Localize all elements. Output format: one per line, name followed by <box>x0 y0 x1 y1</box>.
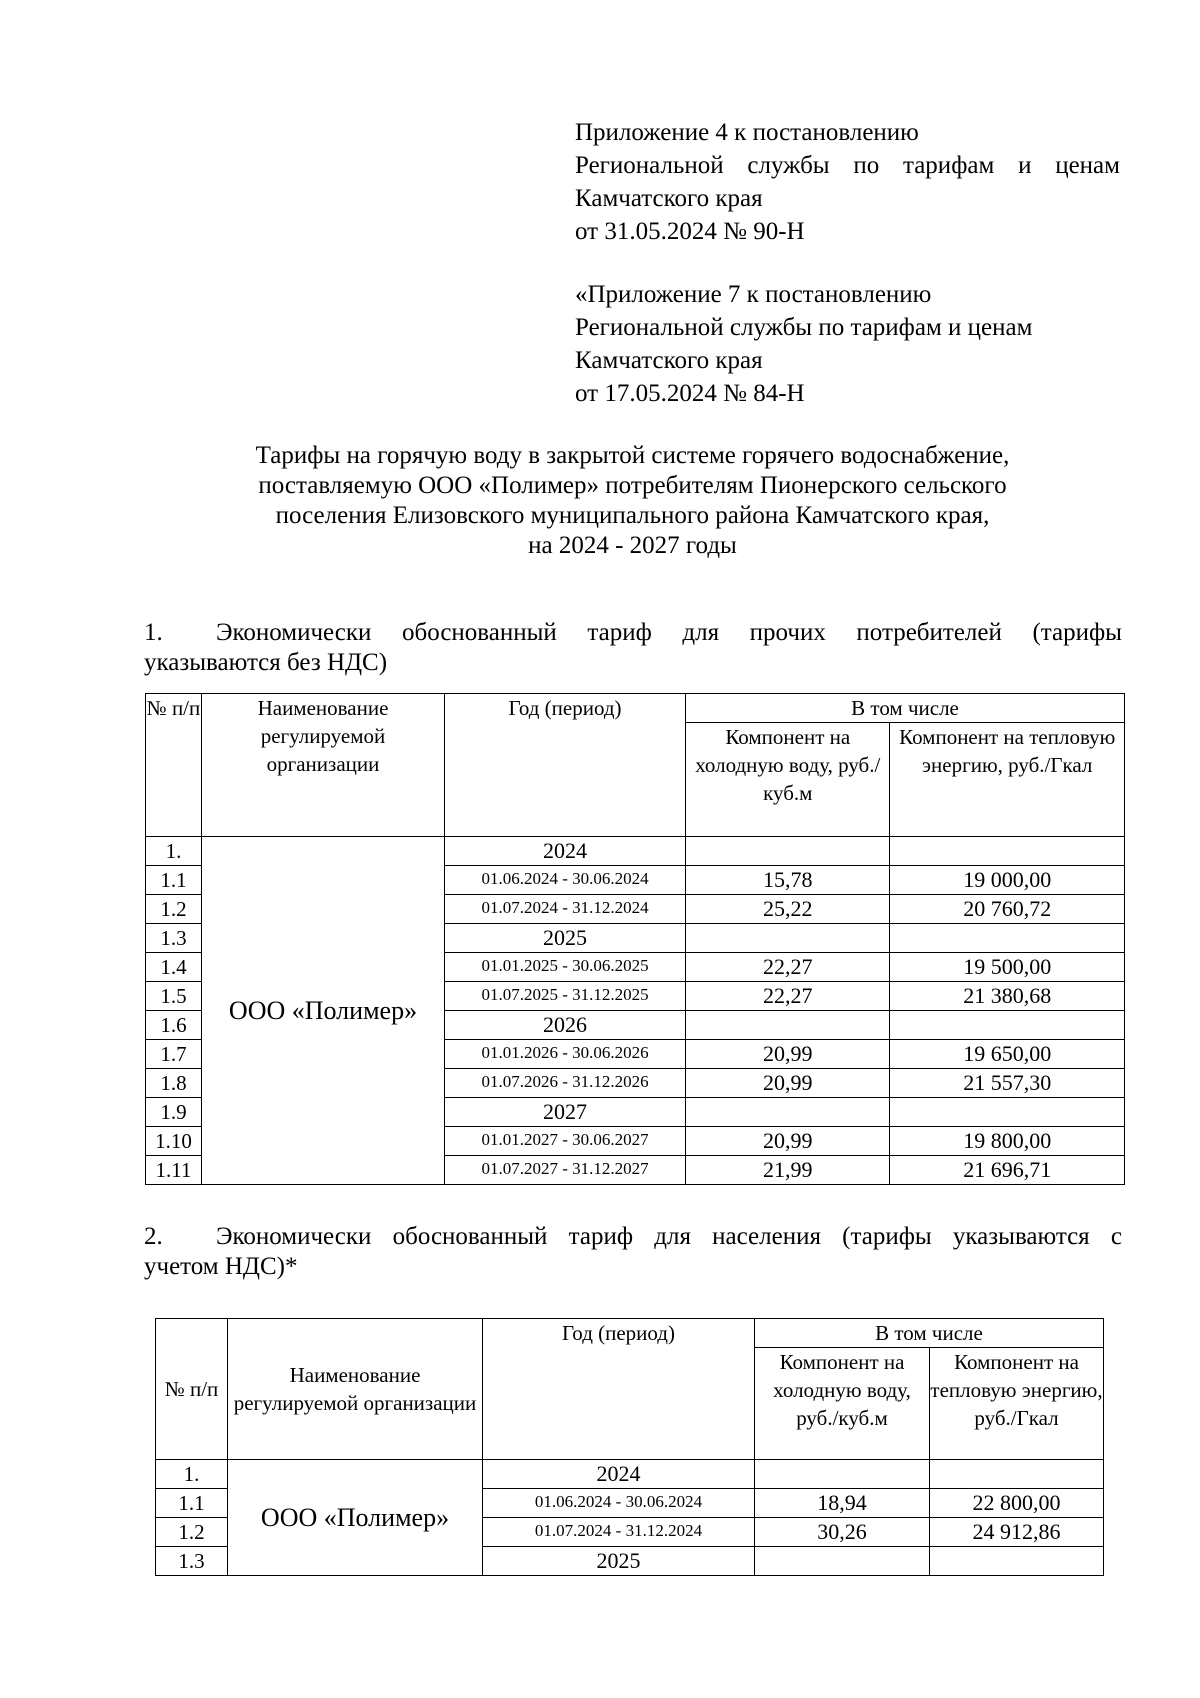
header-period: Год (период) <box>445 694 686 837</box>
header-org: Наименование регулируемой организации <box>201 694 444 837</box>
heat-energy-value: 21 696,71 <box>890 1156 1125 1185</box>
word: населения <box>712 1223 821 1250</box>
heat-energy-value: 19 000,00 <box>890 866 1125 895</box>
header-period: Год (период) <box>483 1319 755 1460</box>
row-number: 1.1 <box>146 866 202 895</box>
word: Экономически <box>216 619 372 646</box>
row-number: 1.11 <box>146 1156 202 1185</box>
section-1-heading-text <box>216 618 1122 648</box>
header-org: Наименование регулируемой организации <box>228 1319 483 1460</box>
word: тариф <box>587 619 652 646</box>
word: тарифам <box>902 152 995 179</box>
tariff-table-other-consumers <box>145 693 1125 1185</box>
period-year: 2025 <box>483 1547 755 1576</box>
row-number: 1.2 <box>156 1518 228 1547</box>
period-year: 2027 <box>445 1098 686 1127</box>
section-2-rest: учетом НДС)* <box>144 1253 298 1280</box>
row-number: 1.4 <box>146 953 202 982</box>
period-range: 01.07.2024 - 31.12.2024 <box>483 1518 755 1547</box>
period-range: 01.07.2024 - 31.12.2024 <box>445 895 686 924</box>
heat-energy-value: 19 650,00 <box>890 1040 1125 1069</box>
heat-energy-value: 20 760,72 <box>890 895 1125 924</box>
word: обоснованный <box>401 619 557 646</box>
word: ценам <box>1055 152 1120 179</box>
heat-energy-value: 22 800,00 <box>930 1489 1104 1518</box>
appendix-line: Приложение 4 к постановлению <box>575 119 919 146</box>
word: Региональной <box>575 152 724 179</box>
heat-energy-value: 21 557,30 <box>890 1069 1125 1098</box>
cold-water-value <box>755 1547 930 1576</box>
word: потребителей <box>856 619 1002 646</box>
cold-water-value: 18,94 <box>755 1489 930 1518</box>
word: тариф <box>568 1223 634 1250</box>
row-number: 1.9 <box>146 1098 202 1127</box>
organization-name: ООО «Полимер» <box>228 1460 483 1576</box>
cold-water-value <box>686 837 890 866</box>
row-number: 1.2 <box>146 895 202 924</box>
row-number: 1.1 <box>156 1489 228 1518</box>
heat-energy-value <box>890 1011 1125 1040</box>
section-1-heading <box>144 618 1122 678</box>
cold-water-value: 20,99 <box>686 1069 890 1098</box>
period-range: 01.01.2027 - 30.06.2027 <box>445 1127 686 1156</box>
table-row <box>146 837 1125 866</box>
row-number: 1.5 <box>146 982 202 1011</box>
period-range: 01.01.2025 - 30.06.2025 <box>445 953 686 982</box>
period-year: 2024 <box>445 837 686 866</box>
cold-water-value: 20,99 <box>686 1040 890 1069</box>
cold-water-value <box>686 1011 890 1040</box>
title-line: Тарифы на горячую воду в закрытой системе горячего водоснабжение, <box>255 442 1010 469</box>
cold-water-value: 22,27 <box>686 953 890 982</box>
document-title <box>140 441 1125 561</box>
cold-water-value: 30,26 <box>755 1518 930 1547</box>
period-range: 01.01.2026 - 30.06.2026 <box>445 1040 686 1069</box>
word: по <box>853 152 880 179</box>
heat-energy-value <box>930 1460 1104 1489</box>
appendix-line-justified <box>575 149 1120 182</box>
heat-energy-value <box>930 1547 1104 1576</box>
appendix-line: от 17.05.2024 № 84-Н <box>575 380 805 407</box>
heat-energy-value <box>890 1098 1125 1127</box>
word: обоснованный <box>392 1223 548 1250</box>
table-row <box>156 1460 1104 1489</box>
appendix-line: Камчатского края <box>575 185 763 212</box>
section-number: 1. <box>144 619 163 646</box>
period-year: 2026 <box>445 1011 686 1040</box>
cold-water-value <box>686 1098 890 1127</box>
row-number: 1. <box>156 1460 228 1489</box>
section-2-heading <box>144 1222 1122 1282</box>
header-num: № п/п <box>156 1319 228 1460</box>
word: для <box>654 1223 691 1250</box>
word: (тарифы <box>1032 619 1122 646</box>
heat-energy-value <box>890 924 1125 953</box>
cold-water-value: 15,78 <box>686 866 890 895</box>
word: для <box>682 619 720 646</box>
word: прочих <box>749 619 826 646</box>
header-cold-water: Компонент на холодную воду, руб./куб.м <box>686 723 890 837</box>
word: (тарифы <box>842 1223 932 1250</box>
header-num: № п/п <box>146 694 202 837</box>
section-2-heading-text <box>216 1222 1122 1252</box>
heat-energy-value: 19 800,00 <box>890 1127 1125 1156</box>
cold-water-value <box>755 1460 930 1489</box>
cold-water-value: 25,22 <box>686 895 890 924</box>
word: и <box>1018 152 1032 179</box>
period-range: 01.07.2026 - 31.12.2026 <box>445 1069 686 1098</box>
section-1-rest: указываются без НДС) <box>144 649 388 676</box>
word: с <box>1110 1223 1122 1250</box>
row-number: 1.10 <box>146 1127 202 1156</box>
appendix-line: Камчатского края <box>575 347 763 374</box>
appendix-line: «Приложение 7 к постановлению <box>575 281 932 308</box>
row-number: 1.3 <box>146 924 202 953</box>
period-range: 01.06.2024 - 30.06.2024 <box>445 866 686 895</box>
header-cold-water: Компонент на холодную воду, руб./куб.м <box>755 1348 930 1460</box>
period-range: 01.07.2027 - 31.12.2027 <box>445 1156 686 1185</box>
cold-water-value: 20,99 <box>686 1127 890 1156</box>
heat-energy-value: 19 500,00 <box>890 953 1125 982</box>
row-number: 1.7 <box>146 1040 202 1069</box>
section-2-first-line <box>144 1222 1122 1252</box>
appendix-line: от 31.05.2024 № 90-Н <box>575 218 805 245</box>
period-range: 01.07.2025 - 31.12.2025 <box>445 982 686 1011</box>
heat-energy-value <box>890 837 1125 866</box>
cold-water-value: 22,27 <box>686 982 890 1011</box>
title-line: поселения Елизовского муниципального района Камчатского края, <box>275 502 990 529</box>
header-including: В том числе <box>686 694 1125 723</box>
section-1-first-line <box>144 618 1122 648</box>
word: указываются <box>952 1223 1090 1250</box>
title-line: на 2024 - 2027 годы <box>528 532 737 559</box>
period-year: 2025 <box>445 924 686 953</box>
heat-energy-value: 21 380,68 <box>890 982 1125 1011</box>
cold-water-value: 21,99 <box>686 1156 890 1185</box>
header-heat-energy: Компонент на тепловую энергию, руб./Гкал <box>930 1348 1104 1460</box>
cold-water-value <box>686 924 890 953</box>
title-line: поставляемую ООО «Полимер» потребителям Пионерского сельского <box>258 472 1007 499</box>
word: Экономически <box>216 1223 372 1250</box>
tariff-table-population <box>155 1318 1104 1576</box>
organization-name: ООО «Полимер» <box>201 837 444 1185</box>
header-including: В том числе <box>755 1319 1104 1348</box>
row-number: 1.8 <box>146 1069 202 1098</box>
section-number: 2. <box>144 1223 163 1250</box>
row-number: 1.3 <box>156 1547 228 1576</box>
row-number: 1.6 <box>146 1011 202 1040</box>
header-heat-energy: Компонент на тепловую энергию, руб./Гкал <box>890 723 1125 837</box>
word: службы <box>747 152 830 179</box>
period-year: 2024 <box>483 1460 755 1489</box>
period-range: 01.06.2024 - 30.06.2024 <box>483 1489 755 1518</box>
appendix-original <box>575 278 1120 410</box>
appendix-line: Региональной службы по тарифам и ценам <box>575 314 1033 341</box>
heat-energy-value: 24 912,86 <box>930 1518 1104 1547</box>
appendix-current <box>575 116 1120 248</box>
row-number: 1. <box>146 837 202 866</box>
